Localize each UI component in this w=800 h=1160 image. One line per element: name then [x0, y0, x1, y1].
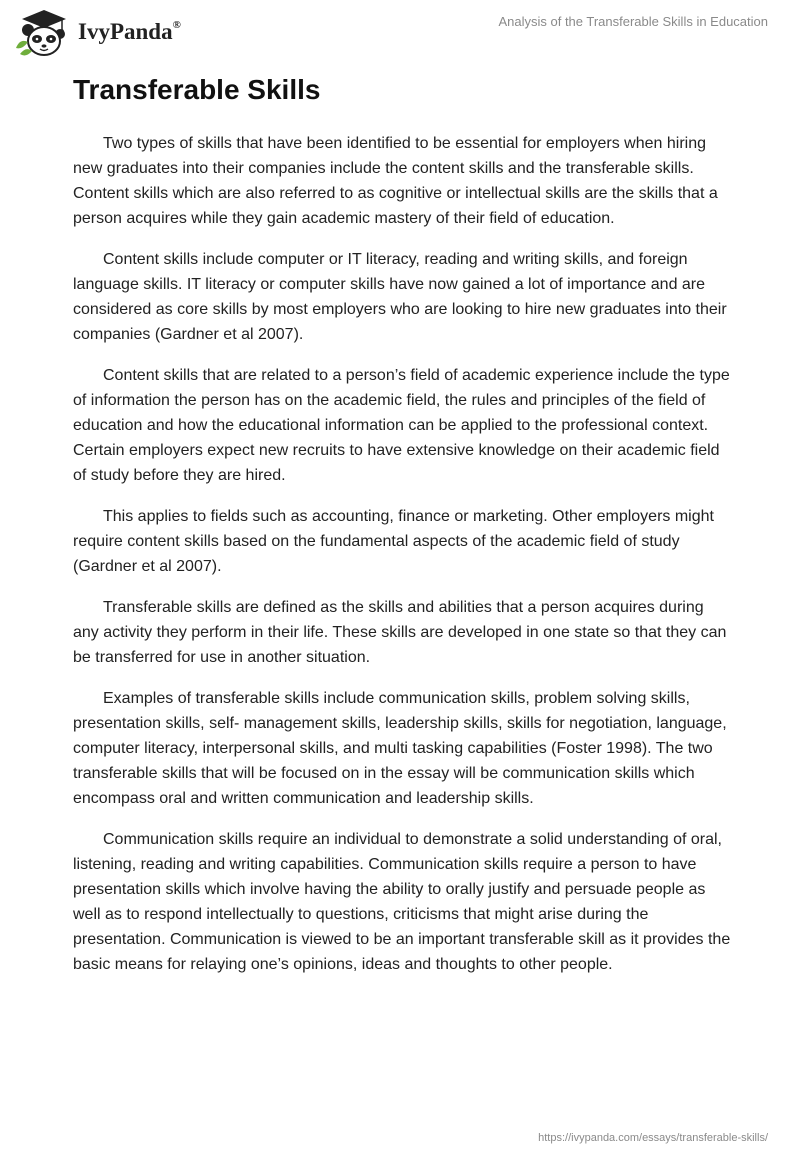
ivypanda-logo[interactable]	[14, 8, 74, 60]
document-title: Analysis of the Transferable Skills in Education	[498, 14, 768, 29]
paragraph: This applies to fields such as accounting, finance or marketing. Other employers might require content skills based on the fundamental aspects of the academic field of study (Gardner et al 2007).	[73, 508, 714, 575]
source-url[interactable]: https://ivypanda.com/essays/transferable-skills/	[538, 1132, 768, 1144]
paragraph: Communication skills require an individual to demonstrate a solid understanding of oral, listening, reading and writing capabilities. Communication skills require a person to have presentation skills which involve having the ability to orally justify and persuade people as well as to respond intellectually to questions, criticisms that might arise during the presentation. Communication is viewed to be an important transferable skill as it provides the basic means for relaying one’s opinions, ideas and thoughts to other people.	[73, 831, 731, 973]
brand-name[interactable]	[78, 19, 181, 45]
registered-mark: ®	[172, 19, 181, 32]
paragraph: Content skills that are related to a person’s field of academic experience include the type of information the person has on the academic field, the rules and principles of the field of education and how the educational information can be applied to the professional context. Certain employers expect new recruits to have extensive knowledge on their academic field of study before they are hired.	[73, 367, 730, 484]
paragraph: Transferable skills are defined as the skills and abilities that a person acquires during any activity they perform in their life. These skills are developed in one state so that they can be transferred for use in another situation.	[73, 599, 727, 666]
panda-graduate-icon	[14, 8, 74, 60]
paragraph: Examples of transferable skills include communication skills, problem solving skills, presentation skills, self- management skills, leadership skills, skills for negotiation, language, computer literacy, interpersonal skills, and multi tasking capabilities (Foster 1998). The two transferable skills that will be focused on in the essay will be communication skills which encompass oral and written communication and leadership skills.	[73, 690, 727, 807]
page-header	[0, 0, 800, 60]
article-body	[73, 131, 733, 993]
page-title: Transferable Skills	[73, 74, 321, 105]
paragraph: Content skills include computer or IT literacy, reading and writing skills, and foreign language skills. IT literacy or computer skills have now gained a lot of importance and are considered as core skills by most employers who are looking to hire new graduates into their companies (Gardner et al 2007).	[73, 251, 727, 343]
paragraph: Two types of skills that have been identified to be essential for employers when hiring new graduates into their companies include the content skills and the transferable skills. Content skills which are also referred to as cognitive or intellectual skills are the skills that a person acquires while they gain academic mastery of their field of education.	[73, 135, 718, 227]
brand-name-text: IvyPanda	[78, 19, 173, 44]
